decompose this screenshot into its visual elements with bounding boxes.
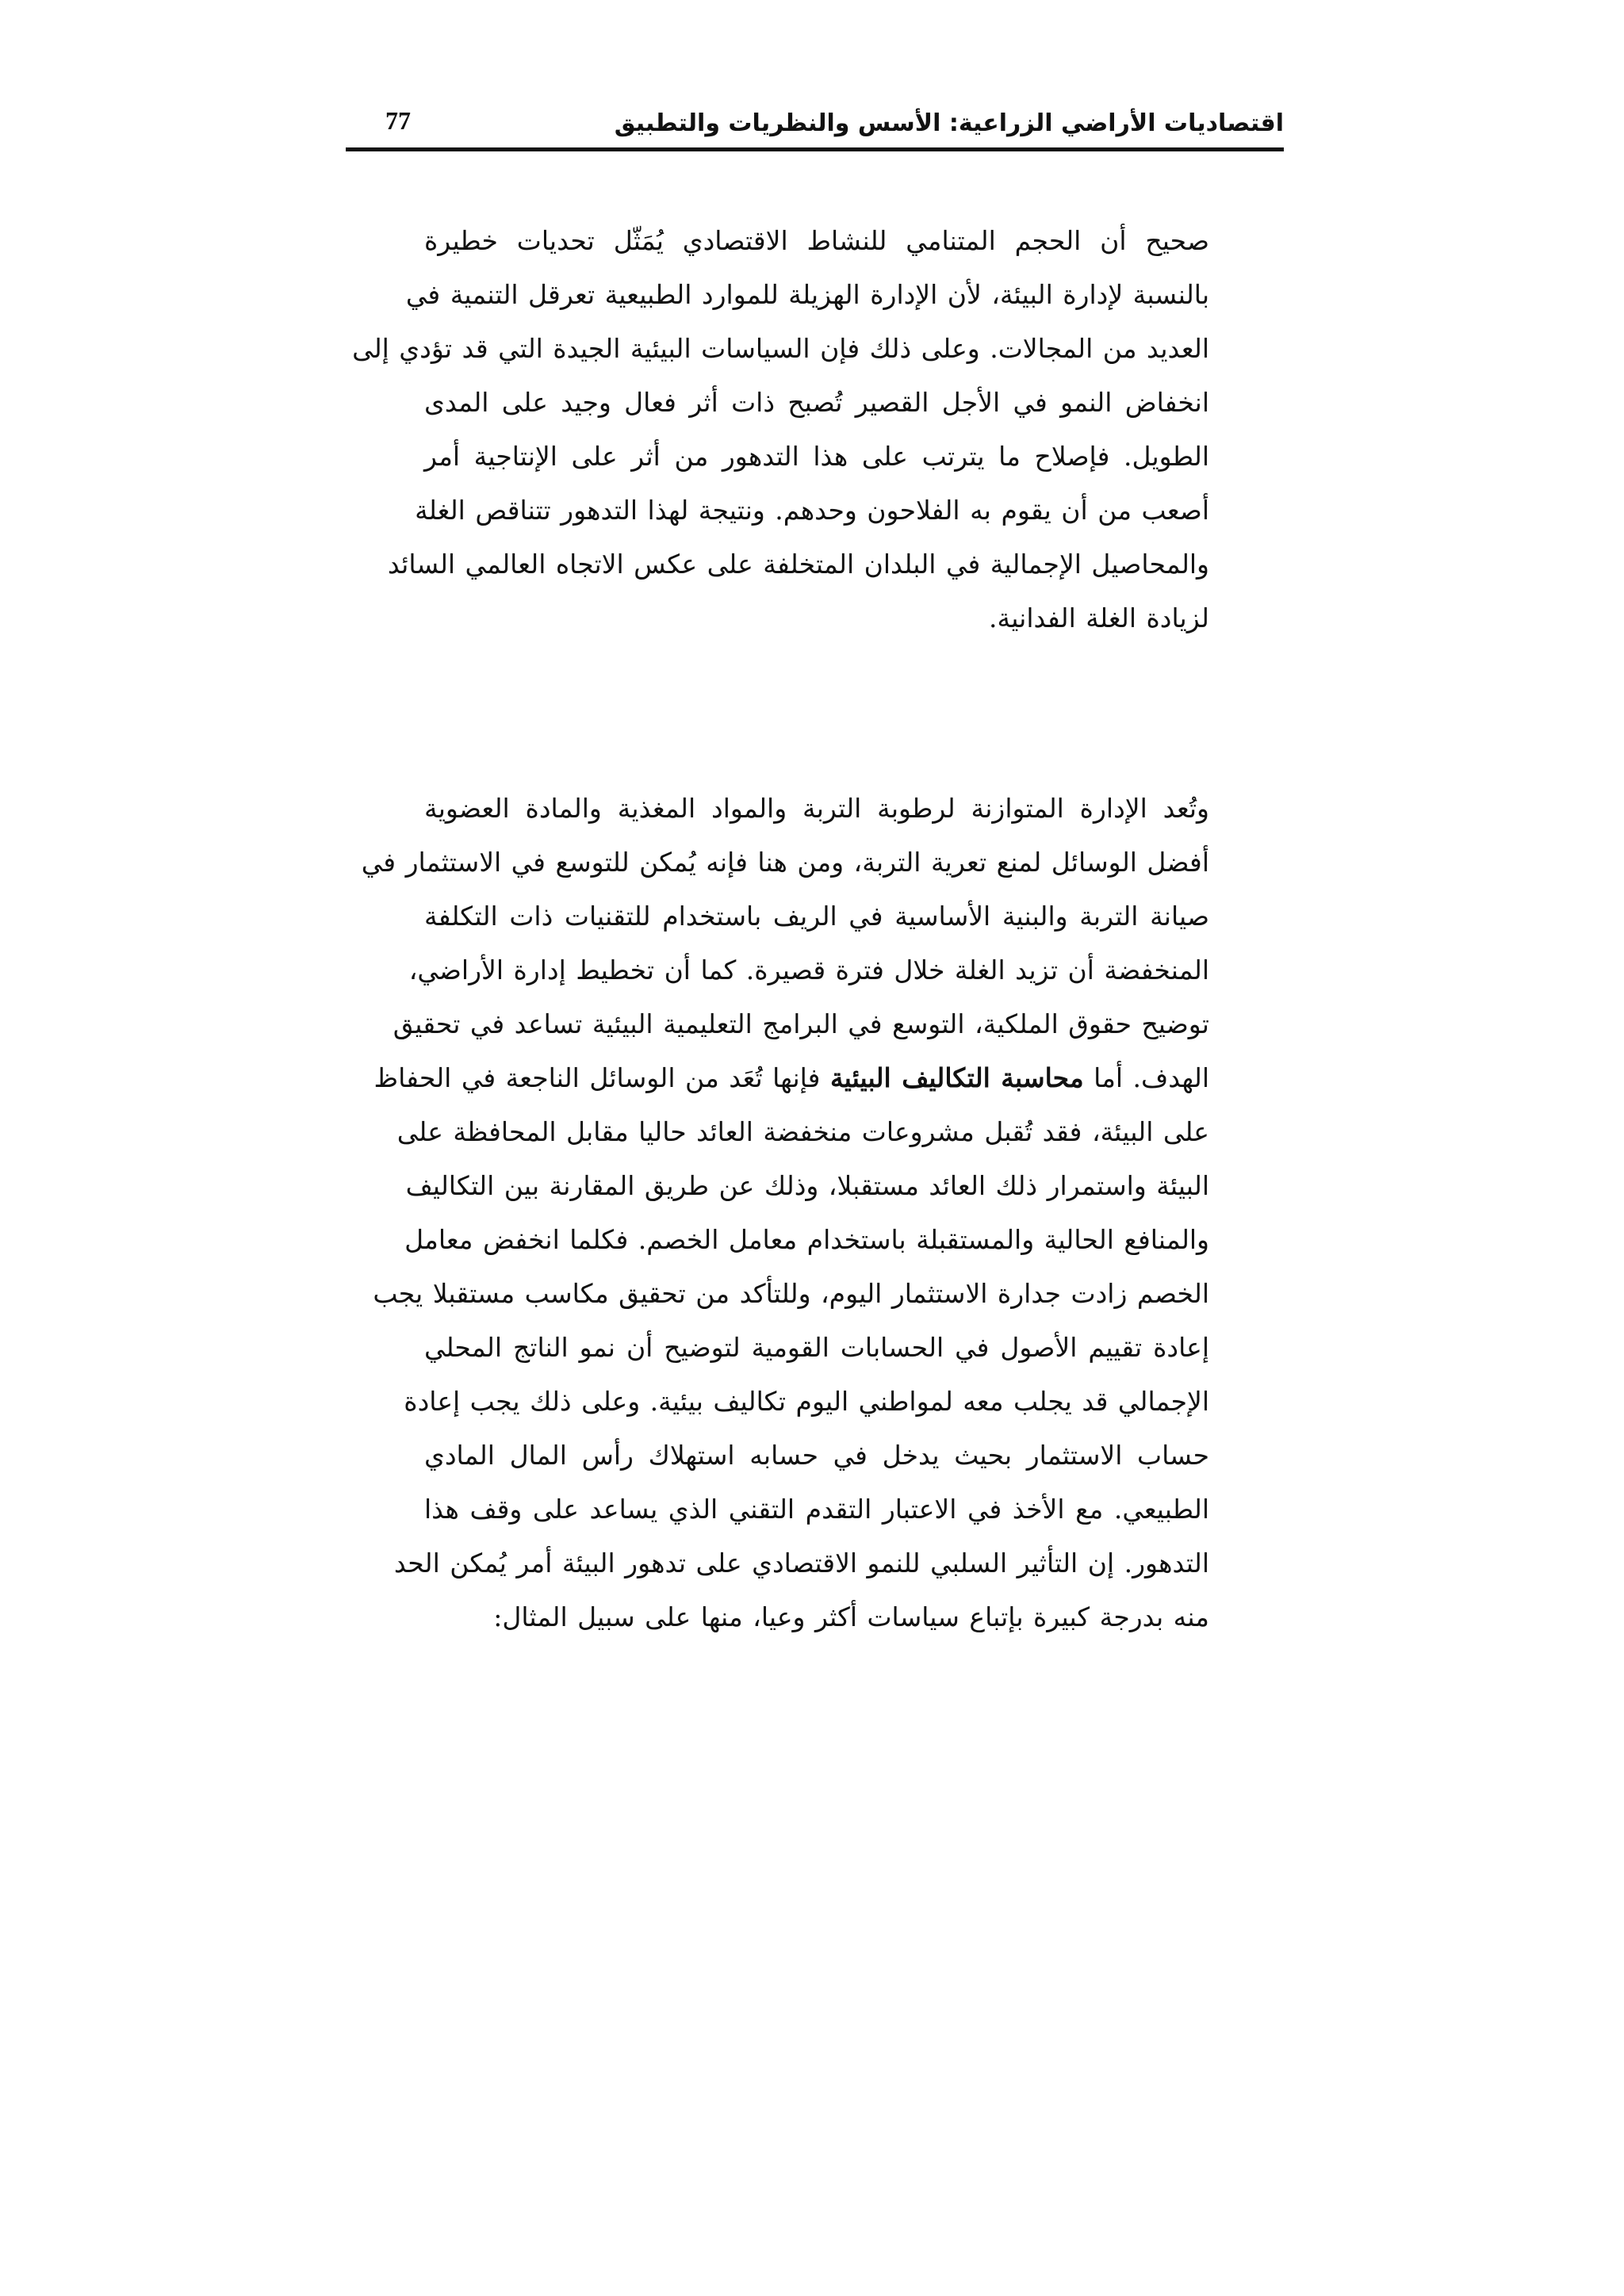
line-text-after: فإنها تُعَد من الوسائل الناجعة في الحفاظ (373, 1062, 830, 1093)
paragraph-line-with-emphasis (373, 1051, 1209, 1105)
paragraph-2 (361, 782, 1209, 1644)
paragraph-line: التدهور. إن التأثير السلبي للنمو الاقتصادي على تدهور البيئة أمر يُمكن الحد (393, 1548, 1209, 1578)
paragraph-line: صيانة التربة والبنية الأساسية في الريف باستخدام للتقنيات ذات التكلفة (424, 901, 1209, 932)
line-text-before: الهدف. أما (1083, 1062, 1209, 1093)
paragraph-line: لزيادة الغلة الفدانية. (989, 603, 1209, 633)
paragraph-line: والمنافع الحالية والمستقبلة باستخدام معامل الخصم. فكلما انخفض معامل (404, 1224, 1209, 1255)
paragraph-line: الطبيعي. مع الأخذ في الاعتبار التقدم التقني الذي يساعد على وقف هذا (424, 1494, 1209, 1525)
emphasized-term: محاسبة التكاليف البيئية (829, 1062, 1084, 1093)
running-title: اقتصاديات الأراضي الزراعية: الأسس والنظريات والتطبيق (614, 109, 1284, 137)
paragraph-line: أفضل الوسائل لمنع تعرية التربة، ومن هنا فإنه يُمكن للتوسع في الاستثمار في (361, 847, 1209, 878)
paragraph-line: حساب الاستثمار بحيث يدخل في حسابه استهلاك رأس المال المادي (424, 1440, 1209, 1471)
paragraph-line: بالنسبة لإدارة البيئة، لأن الإدارة الهزيلة للموارد الطبيعية تعرقل التنمية في (405, 279, 1209, 310)
paragraph-1 (352, 214, 1209, 645)
paragraph-line: توضيح حقوق الملكية، التوسع في البرامج التعليمية البيئية تساعد في تحقيق (393, 1008, 1209, 1039)
paragraph-line: على البيئة، فقد تُقبل مشروعات منخفضة العائد حاليا مقابل المحافظة على (396, 1116, 1209, 1147)
paragraph-line: الإجمالي قد يجلب معه لمواطني اليوم تكاليف بيئية. وعلى ذلك يجب إعادة (404, 1386, 1209, 1417)
page-number: 77 (385, 106, 411, 135)
paragraph-line: الطويل. فإصلاح ما يترتب على هذا التدهور من أثر على الإنتاجية أمر (424, 441, 1209, 472)
paragraph-line: منه بدرجة كبيرة بإتباع سياسات أكثر وعيا، منها على سبيل المثال: (493, 1601, 1209, 1632)
paragraph-line: انخفاض النمو في الأجل القصير تُصبح ذات أثر فعال وجيد على المدى (424, 387, 1209, 418)
paragraph-line: إعادة تقييم الأصول في الحسابات القومية لتوضيح أن نمو الناتج المحلي (424, 1332, 1209, 1363)
paragraph-line: صحيح أن الحجم المتنامي للنشاط الاقتصادي يُمَثّل تحديات خطيرة (424, 225, 1209, 256)
paragraph-line: الخصم زادت جدارة الاستثمار اليوم، وللتأكد من تحقيق مكاسب مستقبلا يجب (373, 1278, 1209, 1309)
paragraph-line: وتُعد الإدارة المتوازنة لرطوبة التربة والمواد المغذية والمادة العضوية (424, 793, 1209, 824)
paragraph-line: أصعب من أن يقوم به الفلاحون وحدهم. ونتيجة لهذا التدهور تتناقص الغلة (415, 495, 1209, 526)
running-header (346, 101, 1284, 149)
paragraph-line: المنخفضة أن تزيد الغلة خلال فترة قصيرة. كما أن تخطيط إدارة الأراضي، (408, 955, 1209, 985)
paragraph-line: البيئة واستمرار ذلك العائد مستقبلا، وذلك عن طريق المقارنة بين التكاليف (405, 1170, 1209, 1201)
header-rule (346, 147, 1284, 151)
paragraph-line: والمحاصيل الإجمالية في البلدان المتخلفة على عكس الاتجاه العالمي السائد (387, 549, 1209, 580)
paragraph-line: العديد من المجالات. وعلى ذلك فإن السياسات البيئية الجيدة التي قد تؤدي إلى (352, 333, 1209, 364)
